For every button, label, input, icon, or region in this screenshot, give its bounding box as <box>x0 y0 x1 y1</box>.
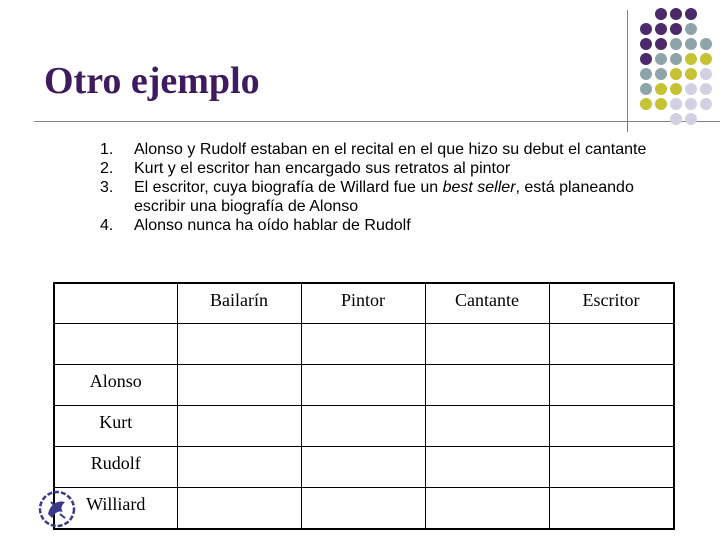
clue-text-emphasis: best seller <box>442 179 516 196</box>
row-header: Alonso <box>54 364 177 405</box>
decorative-dot <box>655 83 667 95</box>
decorative-dot <box>700 68 712 80</box>
clue-text: Alonso y Rudolf estaban en el recital en el que hizo su debut el cantante <box>134 141 647 158</box>
grid-cell[interactable] <box>425 364 549 405</box>
column-header: Cantante <box>425 283 549 323</box>
row-header: Kurt <box>54 405 177 446</box>
clue-text: Kurt y el escritor han encargado sus retratos al pintor <box>134 160 511 177</box>
decorative-dot <box>640 68 652 80</box>
decorative-dot <box>655 68 667 80</box>
clue-item <box>100 159 660 178</box>
decorative-dot <box>700 98 712 110</box>
column-header: Pintor <box>301 283 425 323</box>
table-row <box>54 487 674 529</box>
row-header <box>54 323 177 364</box>
decorative-dot <box>685 83 697 95</box>
university-seal-icon <box>38 490 76 528</box>
clue-number: 3. <box>100 179 114 196</box>
grid-cell[interactable] <box>301 487 425 529</box>
grid-cell[interactable] <box>425 323 549 364</box>
clue-number: 4. <box>100 217 114 234</box>
column-header: Escritor <box>549 283 674 323</box>
column-header: Bailarín <box>177 283 301 323</box>
decorative-dot <box>670 113 682 125</box>
decorative-dot <box>685 23 697 35</box>
decorative-dot <box>685 53 697 65</box>
table-header-row <box>54 283 674 323</box>
decorative-dot <box>670 83 682 95</box>
decorative-dot <box>670 8 682 20</box>
decorative-dot <box>640 53 652 65</box>
clue-text: Alonso nunca ha oído hablar de Rudolf <box>134 217 411 234</box>
decorative-dot <box>655 53 667 65</box>
decorative-dot <box>685 8 697 20</box>
table-row <box>54 323 674 364</box>
decorative-dot-grid <box>640 10 720 120</box>
decorative-dot <box>670 98 682 110</box>
decorative-dot <box>655 98 667 110</box>
grid-cell[interactable] <box>177 405 301 446</box>
grid-cell[interactable] <box>549 323 674 364</box>
decorative-dot <box>655 38 667 50</box>
table-corner-cell <box>54 283 177 323</box>
decorative-dot <box>640 83 652 95</box>
decorative-dot <box>640 23 652 35</box>
logic-grid-table <box>53 282 675 530</box>
decorative-dot <box>685 38 697 50</box>
grid-cell[interactable] <box>177 446 301 487</box>
decorative-dot <box>700 83 712 95</box>
decorative-dot <box>670 53 682 65</box>
grid-cell[interactable] <box>177 487 301 529</box>
title-divider-vertical <box>627 10 628 132</box>
clue-number: 1. <box>100 141 114 158</box>
decorative-dot <box>670 68 682 80</box>
grid-cell[interactable] <box>549 364 674 405</box>
clue-list <box>100 140 660 235</box>
clue-item <box>100 216 660 235</box>
clue-text-start: El escritor, cuya biografía de Willard fue un <box>134 179 443 196</box>
decorative-dot <box>670 23 682 35</box>
decorative-dot <box>685 98 697 110</box>
table-row <box>54 364 674 405</box>
decorative-dot <box>685 113 697 125</box>
clue-text <box>134 178 660 216</box>
slide-title: Otro ejemplo <box>44 60 260 102</box>
decorative-dot <box>670 38 682 50</box>
grid-cell[interactable] <box>177 364 301 405</box>
grid-cell[interactable] <box>301 446 425 487</box>
grid-cell[interactable] <box>425 487 549 529</box>
grid-cell[interactable] <box>301 364 425 405</box>
clue-text-end: , está planeando escribir una biografía de Alonso <box>134 179 634 215</box>
table-row <box>54 405 674 446</box>
clue-number: 2. <box>100 160 114 177</box>
decorative-dot <box>640 38 652 50</box>
decorative-dot <box>655 23 667 35</box>
decorative-dot <box>700 38 712 50</box>
decorative-dot <box>655 8 667 20</box>
grid-cell[interactable] <box>425 446 549 487</box>
row-header: Rudolf <box>54 446 177 487</box>
grid-cell[interactable] <box>177 323 301 364</box>
grid-cell[interactable] <box>549 405 674 446</box>
grid-cell[interactable] <box>549 446 674 487</box>
clue-item <box>100 178 660 216</box>
table-row <box>54 446 674 487</box>
grid-cell[interactable] <box>301 323 425 364</box>
grid-cell[interactable] <box>549 487 674 529</box>
grid-cell[interactable] <box>425 405 549 446</box>
grid-cell[interactable] <box>301 405 425 446</box>
decorative-dot <box>700 53 712 65</box>
row-header: Williard <box>54 487 177 529</box>
clue-item <box>100 140 660 159</box>
decorative-dot <box>685 68 697 80</box>
title-divider-horizontal <box>34 121 720 122</box>
decorative-dot <box>640 98 652 110</box>
